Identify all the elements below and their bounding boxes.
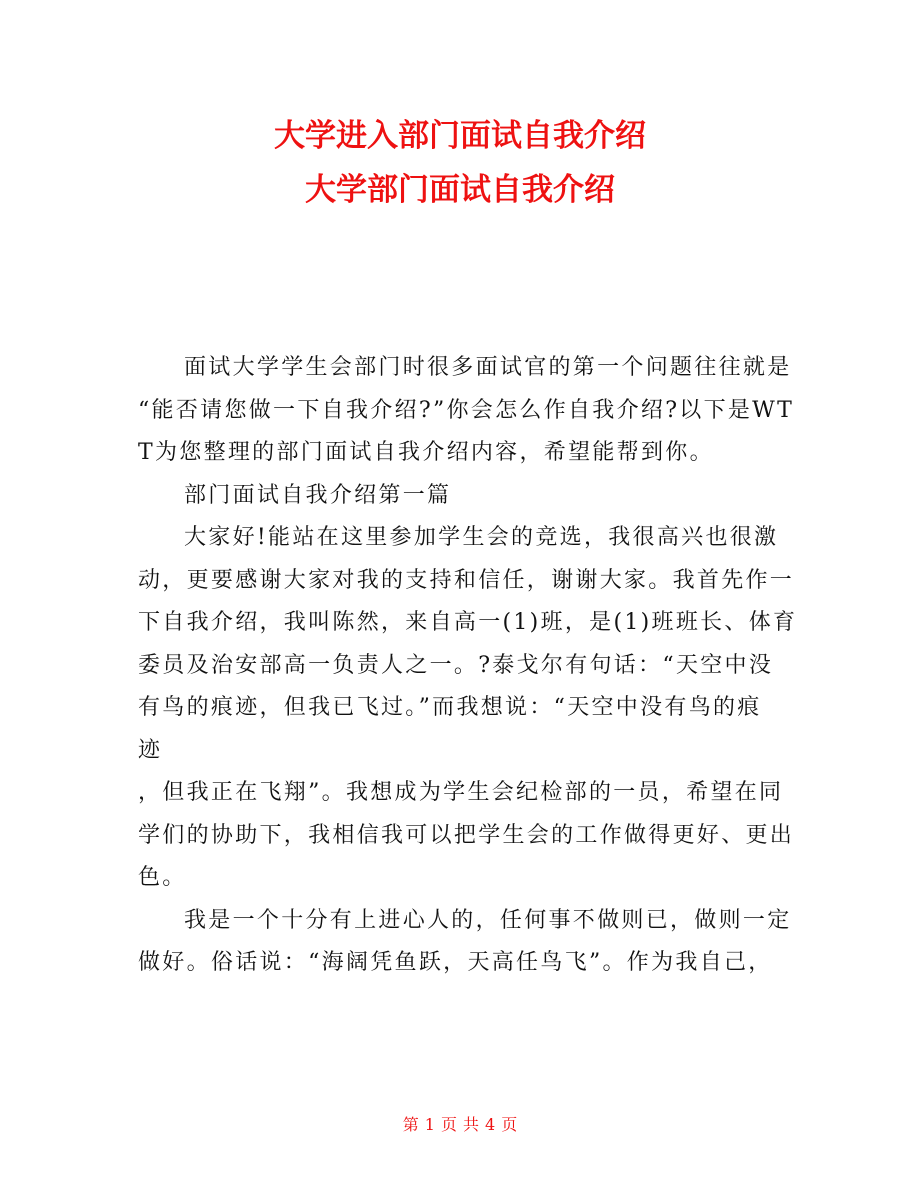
body-line: 做好。俗话说：“海阔凭鱼跃，天高任鸟飞”。作为我自己， [138,950,773,975]
footer-suffix: 页 [501,1115,518,1134]
body-line: 大家好!能站在这里参加学生会的竞选，我很高兴也很激 [184,525,779,550]
document-body [138,347,798,985]
section-heading: 部门面试自我介绍第一篇 [184,482,452,508]
footer-prefix: 第 [402,1115,419,1134]
body-line: “能否请您做一下自我介绍?”你会怎么作自我介绍?以下是WT [138,397,795,423]
page-footer [0,1114,920,1136]
document-title: 大学进入部门面试自我介绍 [274,118,646,154]
footer-total-prefix: 共 [463,1115,480,1134]
body-line: 有鸟的痕迹，但我已飞过。”而我想说：“天空中没有鸟的痕 [138,695,762,720]
body-line: 委员及治安部高一负责人之一。?泰戈尔有句话：“天空中没 [138,652,774,678]
body-line: 我是一个十分有上进心人的，任何事不做则已，做则一定 [184,907,792,933]
body-line: T为您整理的部门面试自我介绍内容，希望能帮到你。 [138,440,714,465]
body-line: 色。 [138,865,187,890]
body-line: 学们的协助下，我相信我可以把学生会的工作做得更好、更出 [138,822,795,848]
body-line: 迹 [138,737,163,763]
body-line: 动，更要感谢大家对我的支持和信任，谢谢大家。我首先作一 [138,567,795,593]
body-line: 下自我介绍，我叫陈然，来自高一(1)班，是(1)班班长、体育 [138,610,798,635]
footer-mid: 页 [440,1115,457,1134]
body-line: ，但我正在飞翔”。我想成为学生会纪检部的一员，希望在同 [138,780,784,805]
total-page-number: 4 [485,1115,496,1134]
current-page-number: 1 [424,1115,435,1134]
body-line: 面试大学学生会部门时很多面试官的第一个问题往往就是 [184,355,792,380]
document-subtitle: 大学部门面试自我介绍 [305,172,615,208]
